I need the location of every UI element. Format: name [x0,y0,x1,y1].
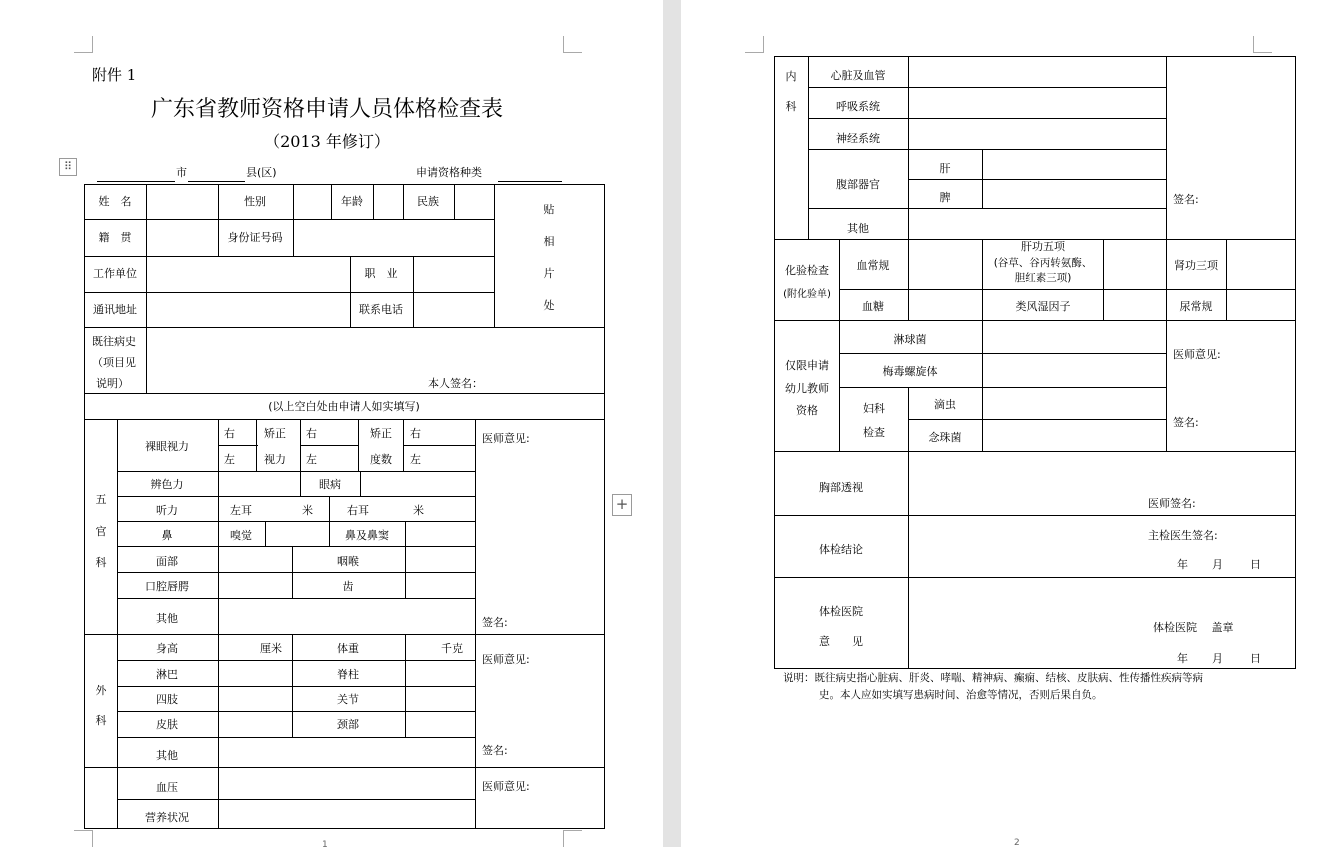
applicant-signature-label: 本人签名： [428,377,483,390]
surgery-other-label: 其他 [156,749,178,762]
diopter-left-label: 左 [410,453,421,466]
five-senses-signature: 签名: [482,616,508,629]
photo-label-2: 相 [543,235,555,248]
candida-label: 念珠菌 [928,431,962,444]
internal-other-label: 其他 [847,222,869,235]
lymph-label: 淋巴 [156,668,178,681]
conclusion-month: 月 [1212,558,1223,571]
abdomen-label: 腹部器官 [836,178,880,191]
employer-label: 工作单位 [93,267,137,280]
hearing-label: 听力 [156,504,178,517]
vision-left-label: 左 [224,453,235,466]
rheumatoid-label: 类风湿因子 [1015,300,1071,313]
corrected-label: 矫正 [264,427,286,440]
gyn-label-2: 检查 [863,426,885,439]
height-unit: 厘米 [260,642,282,655]
weight-unit: 千克 [441,642,463,655]
diopter-corrected-label: 矫正 [370,427,392,440]
xray-label: 胸部透视 [819,481,863,494]
left-ear-label: 左耳 [230,504,252,517]
diopter-right-label: 右 [410,427,421,440]
page-subtitle: （2013 年修订） [264,132,390,151]
kindergarten-doctor-opinion: 医师意见: [1173,348,1221,361]
photo-label-1: 贴 [543,203,555,216]
document-page-2 [681,0,1344,847]
trichomonas-label: 滴虫 [934,398,956,411]
internal-section-1: 内 [785,70,797,83]
crop-mark [1253,36,1272,53]
crop-mark [74,36,93,53]
lab-section-2: (附化验单) [783,289,831,300]
bp-doctor-opinion: 医师意见: [482,780,530,793]
age-label: 年龄 [341,195,363,208]
crop-mark [563,36,582,53]
corrected-vision-label: 视力 [264,453,286,466]
surgery-signature: 签名: [482,744,508,757]
chief-doctor-signature: 主检医生签名: [1148,529,1218,542]
name-label: 姓 名 [98,195,132,208]
face-label: 面部 [156,555,178,568]
right-ear-meter: 米 [413,504,424,517]
county-underline [188,181,245,182]
throat-label: 咽喉 [337,555,359,568]
naked-vision-label: 裸眼视力 [145,440,189,453]
joints-label: 关节 [337,693,359,706]
blood-pressure-label: 血压 [156,781,178,794]
sinus-label: 鼻及鼻窦 [345,529,389,542]
five-senses-section-2: 官 [95,525,107,538]
five-senses-other-label: 其他 [156,612,178,625]
city-label: 市 [176,166,187,179]
heart-label: 心脏及血管 [830,69,886,82]
gyn-label-1: 妇科 [863,402,885,415]
height-label: 身高 [156,642,178,655]
city-underline [97,181,175,182]
left-ear-meter: 米 [302,504,313,517]
urine-label: 尿常规 [1179,300,1213,313]
right-ear-label: 右耳 [347,504,369,517]
spine-label: 脊柱 [337,668,359,681]
note-line-2: 史。本人应如实填写患病时间、治愈等情况，否则后果自负。 [819,689,1103,701]
document-page-1 [0,0,663,847]
spleen-label: 脾 [939,191,951,204]
vision-right-label: 右 [224,427,235,440]
diopter-label: 度数 [370,453,392,466]
respiratory-label: 呼吸系统 [836,100,880,113]
kindergarten-section-2: 幼儿教师 [785,382,829,395]
skin-label: 皮肤 [156,718,178,731]
crop-mark [74,830,93,847]
neck-label: 颈部 [337,718,359,731]
xray-signature: 医师签名: [1148,497,1196,510]
nose-label: 鼻 [161,529,173,542]
oral-label: 口腔唇腭 [145,580,189,593]
page-number-2: 2 [1014,838,1020,847]
gonococcus-label: 淋球菌 [893,333,927,346]
hospital-day: 日 [1250,652,1261,665]
qualification-underline [498,181,562,182]
occupation-label: 职 业 [364,267,398,280]
kidney-function-label: 肾功三项 [1174,259,1218,272]
nutrition-label: 营养状况 [145,811,189,824]
corrected-left-label: 左 [306,453,317,466]
internal-signature: 签名: [1173,193,1199,206]
history-label-3: 说明） [96,377,129,390]
internal-section-2: 科 [785,100,797,113]
nervous-label: 神经系统 [836,132,880,145]
hospital-label-2: 意 见 [819,635,863,648]
conclusion-day: 日 [1250,558,1261,571]
hospital-year: 年 [1177,652,1188,665]
photo-label-4: 处 [543,299,555,312]
weight-label: 体重 [337,642,359,655]
address-label: 通讯地址 [93,303,137,316]
history-label-2: （项目见 [92,356,136,369]
crop-mark [563,830,582,847]
teeth-label: 齿 [342,580,354,593]
hospital-month: 月 [1212,652,1223,665]
crop-mark [745,36,764,53]
corrected-right-label: 右 [306,427,317,440]
blood-routine-label: 血常规 [856,259,890,272]
lab-section-1: 化验检查 [785,264,829,277]
note-line-1: 说明：既往病史指心脏病、肝炎、哮喘、精神病、癫痫、结核、皮肤病、性传播性疾病等病 [783,672,1203,684]
native-place-label: 籍 贯 [98,231,132,244]
color-vision-label: 辨色力 [150,478,184,491]
eye-disease-label: 眼病 [319,478,341,491]
smell-label: 嗅觉 [230,529,252,542]
conclusion-label: 体检结论 [819,543,863,556]
page-number-1: 1 [322,840,328,847]
liver-function-label-1: 肝功五项 [1021,240,1065,253]
qualification-type-label: 申请资格种类 [416,166,482,179]
liver-label: 肝 [939,162,951,175]
blood-sugar-label: 血糖 [862,300,884,313]
table-move-handle-icon[interactable]: ⠿ [59,158,77,176]
history-label-1: 既往病史 [92,335,136,348]
treponema-label: 梅毒螺旋体 [882,365,938,378]
add-column-icon[interactable]: + [612,494,632,516]
attachment-label: 附件 1 [92,66,137,84]
gender-label: 性别 [244,195,266,208]
five-senses-doctor-opinion: 医师意见: [482,432,530,445]
notice-text: (以上空白处由申请人如实填写) [268,400,420,413]
kindergarten-section-1: 仅限申请 [785,359,829,372]
conclusion-year: 年 [1177,558,1188,571]
surgery-section-1: 外 [95,684,107,697]
kindergarten-signature: 签名: [1173,416,1199,429]
five-senses-section-3: 科 [95,556,107,569]
page-title: 广东省教师资格申请人员体格检查表 [150,97,504,122]
hospital-label-1: 体检医院 [819,605,863,618]
surgery-doctor-opinion: 医师意见: [482,653,530,666]
surgery-section-2: 科 [95,714,107,727]
liver-function-label-3: 胆红素三项) [1014,272,1072,284]
liver-function-label-2: (谷草、谷丙转氨酶、 [993,257,1093,269]
hospital-seal: 体检医院 盖章 [1153,621,1234,634]
photo-label-3: 片 [543,267,555,280]
five-senses-section-1: 五 [95,493,107,506]
ethnicity-label: 民族 [417,195,439,208]
limbs-label: 四肢 [156,693,178,706]
phone-label: 联系电话 [359,303,403,316]
kindergarten-section-3: 资格 [796,404,818,417]
county-label: 县(区) [246,166,277,179]
id-number-label: 身份证号码 [227,231,283,244]
